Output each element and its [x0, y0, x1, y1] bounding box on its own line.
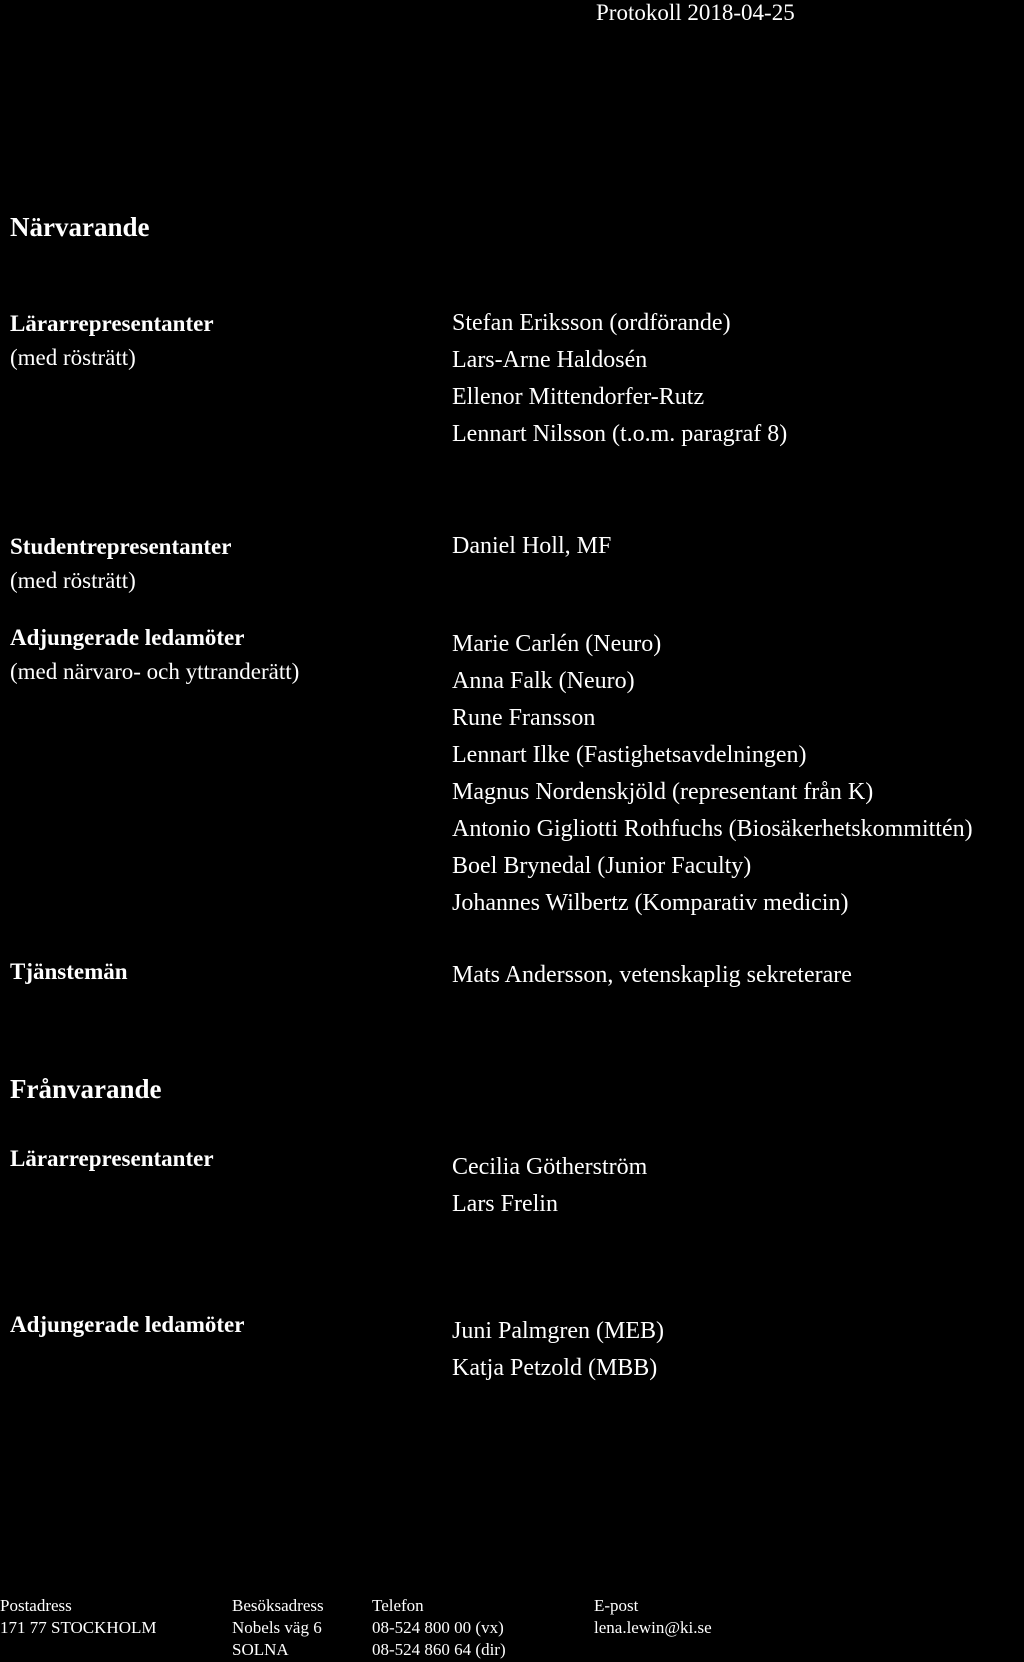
- group-subtitle: (med närvaro- och yttranderätt): [10, 659, 300, 684]
- present-student-members: [452, 528, 611, 565]
- member-name: Mats Andersson, vetenskaplig sekreterare: [452, 962, 852, 988]
- absent-heading: Frånvarande: [10, 1074, 162, 1104]
- member-name: Daniel Holl, MF: [452, 533, 612, 559]
- present-teacher-members: [452, 305, 787, 453]
- member-name: Lennart Nilsson (t.o.m. paragraf 8): [452, 421, 788, 447]
- present-student-label: [10, 530, 231, 598]
- member-name: Stefan Eriksson (ordförande): [452, 310, 731, 336]
- group-title: Adjungerade ledamöter: [10, 625, 245, 650]
- member-name: Rune Fransson: [452, 705, 596, 731]
- absent-teacher-members: [452, 1149, 647, 1223]
- footer-value: 171 77 STOCKHOLM: [0, 1618, 157, 1637]
- member-name: Boel Brynedal (Junior Faculty): [452, 853, 752, 879]
- member-name: Marie Carlén (Neuro): [452, 631, 662, 657]
- member-name: Lars-Arne Haldosén: [452, 347, 648, 373]
- footer-email: [594, 1595, 712, 1639]
- member-name: Antonio Gigliotti Rothfuchs (Biosäkerhetskommittén): [452, 816, 973, 842]
- present-adjunct-members: [452, 626, 973, 922]
- footer-label: E-post: [594, 1596, 639, 1615]
- group-subtitle: (med rösträtt): [10, 568, 136, 593]
- footer-value: 08-524 800 00 (vx): [372, 1618, 504, 1637]
- absent-adjunct-members: [452, 1313, 664, 1387]
- present-staff-members: [452, 957, 852, 994]
- footer-label: Besöksadress: [232, 1596, 324, 1615]
- member-name: Johannes Wilbertz (Komparativ medicin): [452, 890, 849, 916]
- footer-phone: [372, 1595, 506, 1661]
- member-name: Cecilia Götherström: [452, 1154, 648, 1180]
- group-title: Tjänstemän: [10, 959, 128, 984]
- footer-label: Postadress: [0, 1596, 72, 1615]
- absent-teacher-label: [10, 1142, 214, 1176]
- present-heading: Närvarande: [10, 212, 150, 242]
- footer-value: SOLNA: [232, 1640, 289, 1659]
- group-title: Adjungerade ledamöter: [10, 1312, 245, 1337]
- footer-visit: [232, 1595, 324, 1661]
- footer-label: Telefon: [372, 1596, 424, 1615]
- absent-adjunct-label: [10, 1308, 244, 1342]
- footer-value: lena.lewin@ki.se: [594, 1618, 712, 1637]
- present-teacher-label: [10, 307, 214, 375]
- group-title: Lärarrepresentanter: [10, 1146, 214, 1171]
- present-staff-label: [10, 955, 128, 989]
- present-adjunct-label: [10, 621, 299, 689]
- footer-value: Nobels väg 6: [232, 1618, 322, 1637]
- member-name: Lennart Ilke (Fastighetsavdelningen): [452, 742, 807, 768]
- member-name: Lars Frelin: [452, 1191, 558, 1217]
- protocol-date: Protokoll 2018-04-25: [596, 0, 795, 25]
- member-name: Magnus Nordenskjöld (representant från K): [452, 779, 874, 805]
- member-name: Anna Falk (Neuro): [452, 668, 635, 694]
- group-title: Lärarrepresentanter: [10, 311, 214, 336]
- footer-postal: [0, 1595, 156, 1639]
- member-name: Juni Palmgren (MEB): [452, 1318, 664, 1344]
- footer-value: 08-524 860 64 (dir): [372, 1640, 506, 1659]
- member-name: Katja Petzold (MBB): [452, 1355, 658, 1381]
- member-name: Ellenor Mittendorfer-Rutz: [452, 384, 705, 410]
- group-title: Studentrepresentanter: [10, 534, 232, 559]
- group-subtitle: (med rösträtt): [10, 345, 136, 370]
